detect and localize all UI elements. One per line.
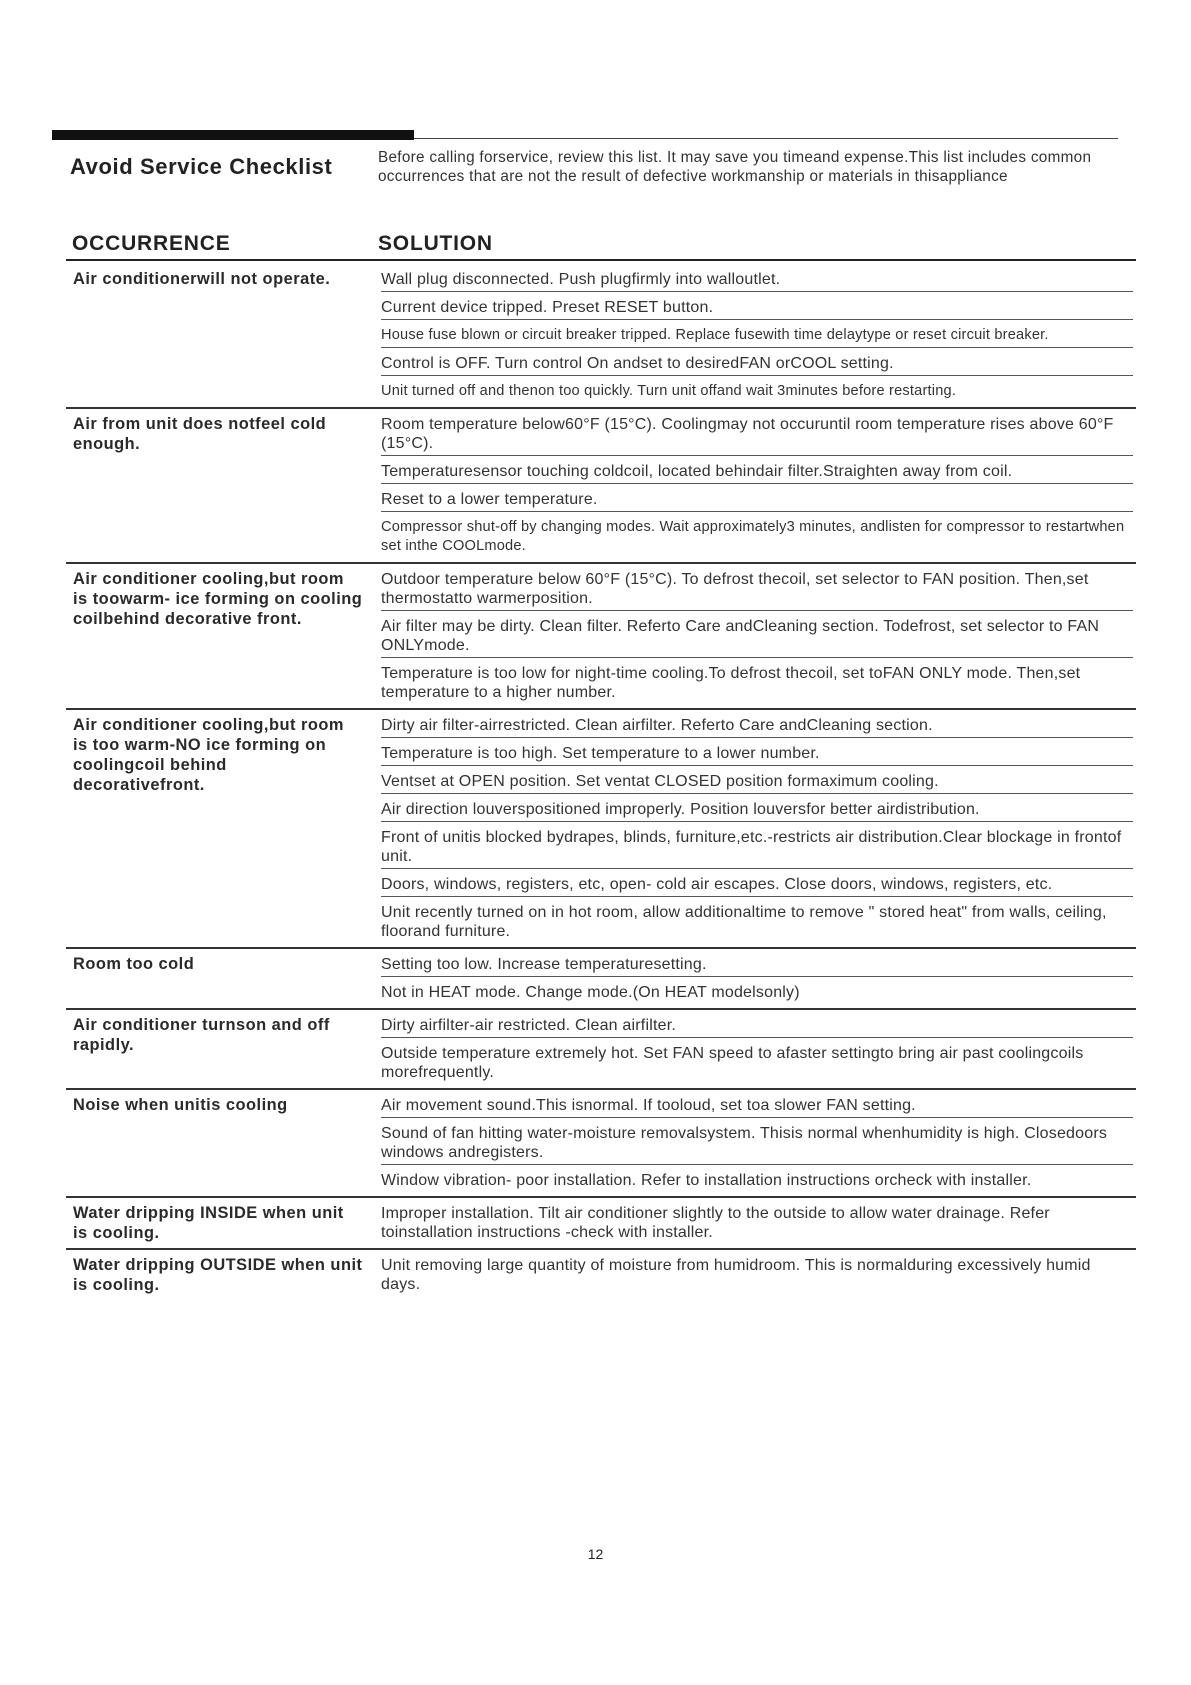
header-rule-thick: [52, 130, 414, 140]
occurrence-cell: Air conditioner cooling,but room is too warm-NO ice forming on coolingcoil behind decorativefront.: [73, 716, 344, 794]
table-row: [66, 564, 1136, 710]
table-row: [66, 409, 1136, 564]
solution-item: Unit turned off and thenon too quickly. Turn unit offand wait 3minutes before restarting.: [381, 383, 957, 399]
occurrence-cell: Noise when unitis cooling: [73, 1096, 288, 1114]
occurrence-cell: Air from unit does notfeel cold enough.: [73, 415, 327, 453]
solution-list: [381, 1090, 1133, 1196]
solution-item: Unit recently turned on in hot room, allow additionaltime to remove " stored heat" from walls, ceiling, floorand furniture.: [381, 904, 1107, 940]
solution-item: Control is OFF. Turn control On andset to desiredFAN orCOOL setting.: [381, 348, 1133, 376]
solution-item: Reset to a lower temperature.: [381, 484, 1133, 512]
solution-item: Outside temperature extremely hot. Set FAN speed to afaster settingto bring air past coolingcoils morefrequently.: [381, 1045, 1084, 1081]
solution-list: [381, 564, 1133, 708]
checklist-table: [66, 264, 1136, 1300]
solution-list: [381, 1010, 1133, 1088]
solution-item: Air direction louverspositioned improperly. Position louversfor better airdistribution.: [381, 794, 1133, 822]
solution-item: Current device tripped. Preset RESET button.: [381, 292, 1133, 320]
solution-list: [381, 710, 1133, 947]
solution-item: Front of unitis blocked bydrapes, blinds, furniture,etc.-restricts air distribution.Clear blockage in frontof unit.: [381, 822, 1133, 869]
solution-item: House fuse blown or circuit breaker tripped. Replace fusewith time delaytype or reset circuit breaker.: [381, 320, 1133, 348]
solution-item: Doors, windows, registers, etc, open- cold air escapes. Close doors, windows, registers, etc.: [381, 869, 1133, 897]
solution-column-header: SOLUTION: [378, 232, 493, 255]
occurrence-cell: Water dripping OUTSIDE when unit is cooling.: [73, 1256, 363, 1294]
table-row: [66, 1090, 1136, 1198]
solution-list: [381, 409, 1133, 562]
solution-item: Air filter may be dirty. Clean filter. Referto Care andCleaning section. Todefrost, set selector to FAN ONLYmode.: [381, 611, 1133, 658]
occurrence-column-header: OCCURRENCE: [72, 232, 231, 255]
column-header-rule: [66, 259, 1136, 261]
solution-item: Dirty airfilter-air restricted. Clean airfilter.: [381, 1010, 1133, 1038]
page-title: Avoid Service Checklist: [70, 154, 333, 179]
solution-item: Ventset at OPEN position. Set ventat CLOSED position formaximum cooling.: [381, 766, 1133, 794]
page-number: 12: [587, 1546, 604, 1562]
solution-list: [381, 1198, 1133, 1248]
intro-text: Before calling forservice, review this list. It may save you timeand expense.This list includes common occurrences that are not the result of defective workmanship or materials in thisappliance: [378, 149, 1092, 185]
solution-item: Not in HEAT mode. Change mode.(On HEAT modelsonly): [381, 984, 800, 1001]
table-row: [66, 1010, 1136, 1090]
solution-item: Compressor shut-off by changing modes. Wait approximately3 minutes, andlisten for compressor to restartwhen set inthe COOLmode.: [381, 519, 1125, 554]
solution-item: Improper installation. Tilt air conditioner slightly to the outside to allow water drainage. Refer toinstallation instructions -check with installer.: [381, 1205, 1050, 1241]
solution-item: Setting too low. Increase temperaturesetting.: [381, 949, 1133, 977]
solution-list: [381, 264, 1133, 407]
solution-item: Outdoor temperature below 60°F (15°C). To defrost thecoil, set selector to FAN position. Then,set thermostatto warmerposition.: [381, 564, 1133, 611]
solution-item: Temperature is too high. Set temperature to a lower number.: [381, 738, 1133, 766]
occurrence-cell: Water dripping INSIDE when unit is cooling.: [73, 1204, 344, 1242]
solution-list: [381, 949, 1133, 1008]
table-row: [66, 1198, 1136, 1250]
header-rule: [52, 130, 1118, 140]
occurrence-cell: Air conditionerwill not operate.: [73, 270, 331, 288]
solution-item: Sound of fan hitting water-moisture removalsystem. Thisis normal whenhumidity is high. Closedoors windows andregisters.: [381, 1118, 1133, 1165]
checklist-header: [70, 148, 1120, 208]
solution-item: Window vibration- poor installation. Refer to installation instructions orcheck with installer.: [381, 1172, 1032, 1189]
table-row: [66, 949, 1136, 1010]
solution-item: Temperature is too low for night-time cooling.To defrost thecoil, set toFAN ONLY mode. Then,set temperature to a higher number.: [381, 665, 1081, 701]
occurrence-cell: Air conditioner turnson and off rapidly.: [73, 1016, 330, 1054]
table-row: [66, 264, 1136, 409]
occurrence-cell: Air conditioner cooling,but room is toowarm- ice forming on cooling coilbehind decorative front.: [73, 570, 363, 628]
table-row: [66, 1250, 1136, 1300]
solution-item: Wall plug disconnected. Push plugfirmly into walloutlet.: [381, 264, 1133, 292]
occurrence-cell: Room too cold: [73, 955, 195, 973]
solution-item: Dirty air filter-airrestricted. Clean airfilter. Referto Care andCleaning section.: [381, 710, 1133, 738]
solution-item: Room temperature below60°F (15°C). Coolingmay not occuruntil room temperature rises above 60°F (15°C).: [381, 409, 1133, 456]
solution-item: Unit removing large quantity of moisture from humidroom. This is normalduring excessively humid days.: [381, 1257, 1091, 1293]
solution-item: Temperaturesensor touching coldcoil, located behindair filter.Straighten away from coil.: [381, 456, 1133, 484]
header-rule-thin: [414, 138, 1118, 139]
solution-list: [381, 1250, 1133, 1300]
table-row: [66, 710, 1136, 949]
solution-item: Air movement sound.This isnormal. If tooloud, set toa slower FAN setting.: [381, 1090, 1133, 1118]
